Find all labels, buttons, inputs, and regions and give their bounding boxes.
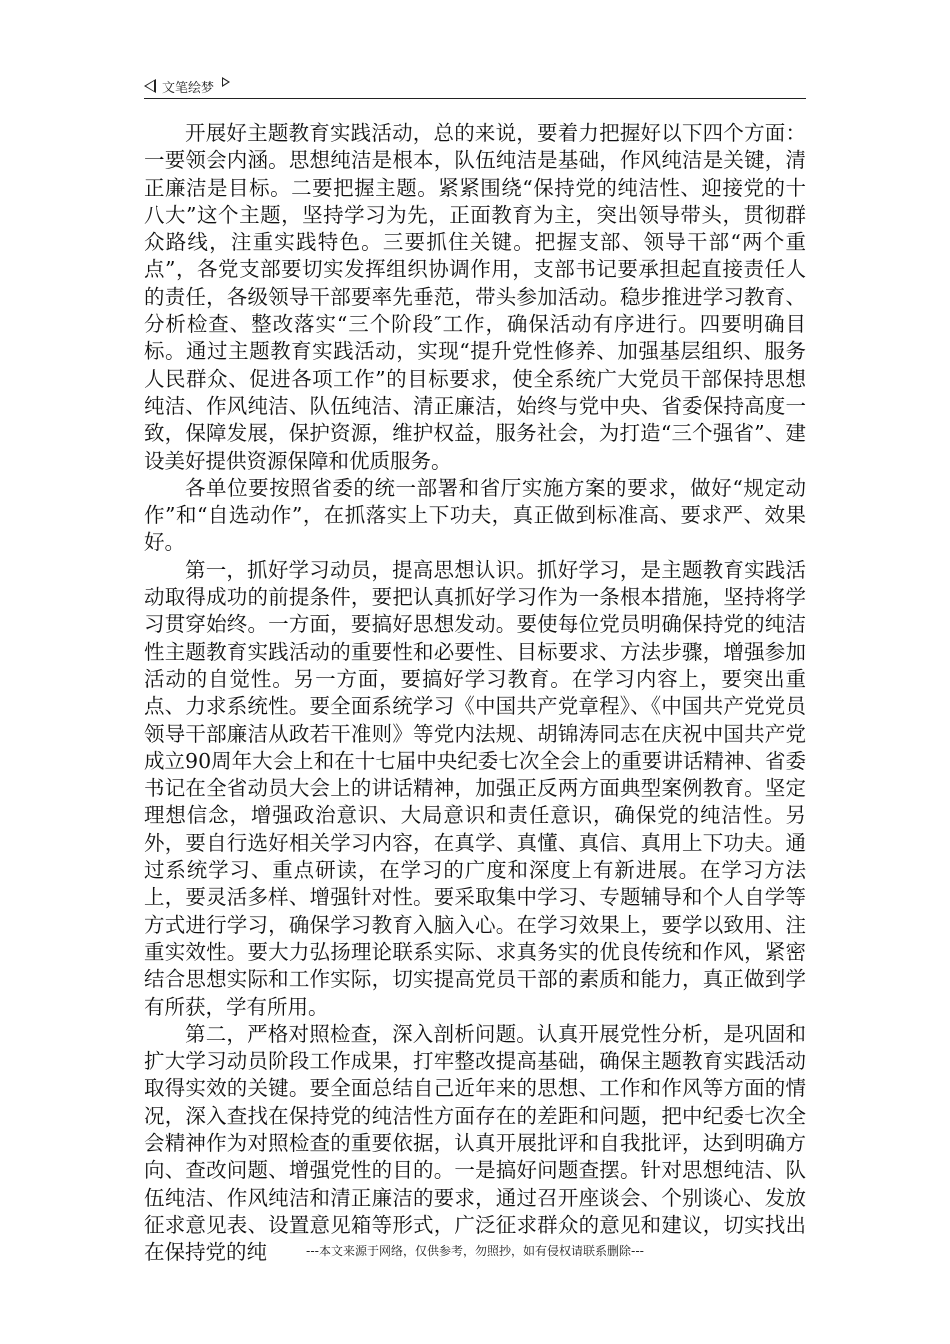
paragraph-1: 开展好主题教育实践活动，总的来说，要着力把握好以下四个方面：一要领会内涵。思想纯洁是根本，队伍纯洁是基础，作风纯洁是关键，清正廉洁是目标。二要把握主题。紧紧围绕“保持党的纯洁性、迎接党的十八大”这个主题，坚持学习为先，正面教育为主，突出领导带头，贯彻群众路线，注重实践特色。三要抓住关键。把握支部、领导干部“两个重点”，各党支部要切实发挥组织协调作用，支部书记要承担起直接责任人的责任，各级领导干部要率先垂范，带头参加活动。稳步推进学习教育、分析检查、整改落实“三个阶段″工作，确保活动有序进行。四要明确目标。通过主题教育实践活动，实现“提升党性修养、加强基层组织、服务人民群众、促进各项工作”的目标要求，使全系统广大党员干部保持思想纯洁、作风纯洁、队伍纯洁、清正廉洁，始终与党中央、省委保持高度一致，保障发展，保护资源，维护权益，服务社会，为打造“三个强省”、建设美好提供资源保障和优质服务。 — [144, 121, 806, 473]
paragraph-3: 第一，抓好学习动员，提高思想认识。抓好学习，是主题教育实践活动取得成功的前提条件，要把认真抓好学习作为一条根本措施，坚持将学习贯穿始终。一方面，要搞好思想发动。要使每位党员明确保持党的纯洁性主题教育实践活动的重要性和必要性、目标要求、方法步骤，增强参加活动的自觉性。另一方面，要搞好学习教育。在学习内容上，要突出重点、力求系统性。要全面系统学习《中国共产党章程》、《中国共产党党员领导干部廉洁从政若干准则》等党内法规、胡锦涛同志在庆祝中国共产党成立90周年大会上和在十七届中央纪委七次全会上的重要讲话精神、省委书记在全省动员大会上的讲话精神，加强正反两方面典型案例教育。坚定理想信念，增强政治意识、大局意识和责任意识，确保党的纯洁性。另外，要自行选好相关学习内容，在真学、真懂、真信、真用上下功夫。通过系统学习、重点研读，在学习的广度和深度上有新进展。在学习方法上，要灵活多样、增强针对性。要采取集中学习、专题辅导和个人自学等方式进行学习，确保学习教育入脑入心。在学习效果上，要学以致用、注重实效性。要大力弘扬理论联系实际、求真务实的优良传统和作风，紧密结合思想实际和工作实际，切实提高党员干部的素质和能力，真正做到学有所获，学有所用。 — [144, 557, 806, 1019]
footer-notice: ---本文来源于网络，仅供参考，勿照抄，如有侵权请联系删除--- — [306, 1244, 644, 1258]
brand-name: 文笔绘梦 — [162, 80, 215, 96]
page-header — [144, 74, 806, 99]
paragraph-4: 第二，严格对照检查，深入剖析问题。认真开展党性分析，是巩固和扩大学习动员阶段工作成果，打牢整改提高基础，确保主题教育实践活动取得实效的关键。要全面总结自己近年来的思想、工作和作风等方面的情况，深入查找在保持党的纯洁性方面存在的差距和问题，把中纪委七次全会精神作为对照检查的重要依据，认真开展批评和自我批评，达到明确方向、查改问题、增强党性的目的。一是搞好问题查摆。针对思想纯洁、队伍纯洁、作风纯洁和清正廉洁的要求，通过召开座谈会、个别谈心、发放征求意见表、设置意见箱等形式，广泛征求群众的意见和建议，切实找出在保持党的纯 — [144, 1021, 806, 1265]
triangle-left-icon — [144, 79, 156, 93]
document-body — [144, 120, 806, 1266]
triangle-right-icon — [222, 77, 230, 87]
paragraph-2: 各单位要按照省委的统一部署和省厅实施方案的要求，做好“规定动作”和“自选动作”，在抓落实上下功夫，真正做到标准高、要求严、效果好。 — [144, 475, 806, 555]
